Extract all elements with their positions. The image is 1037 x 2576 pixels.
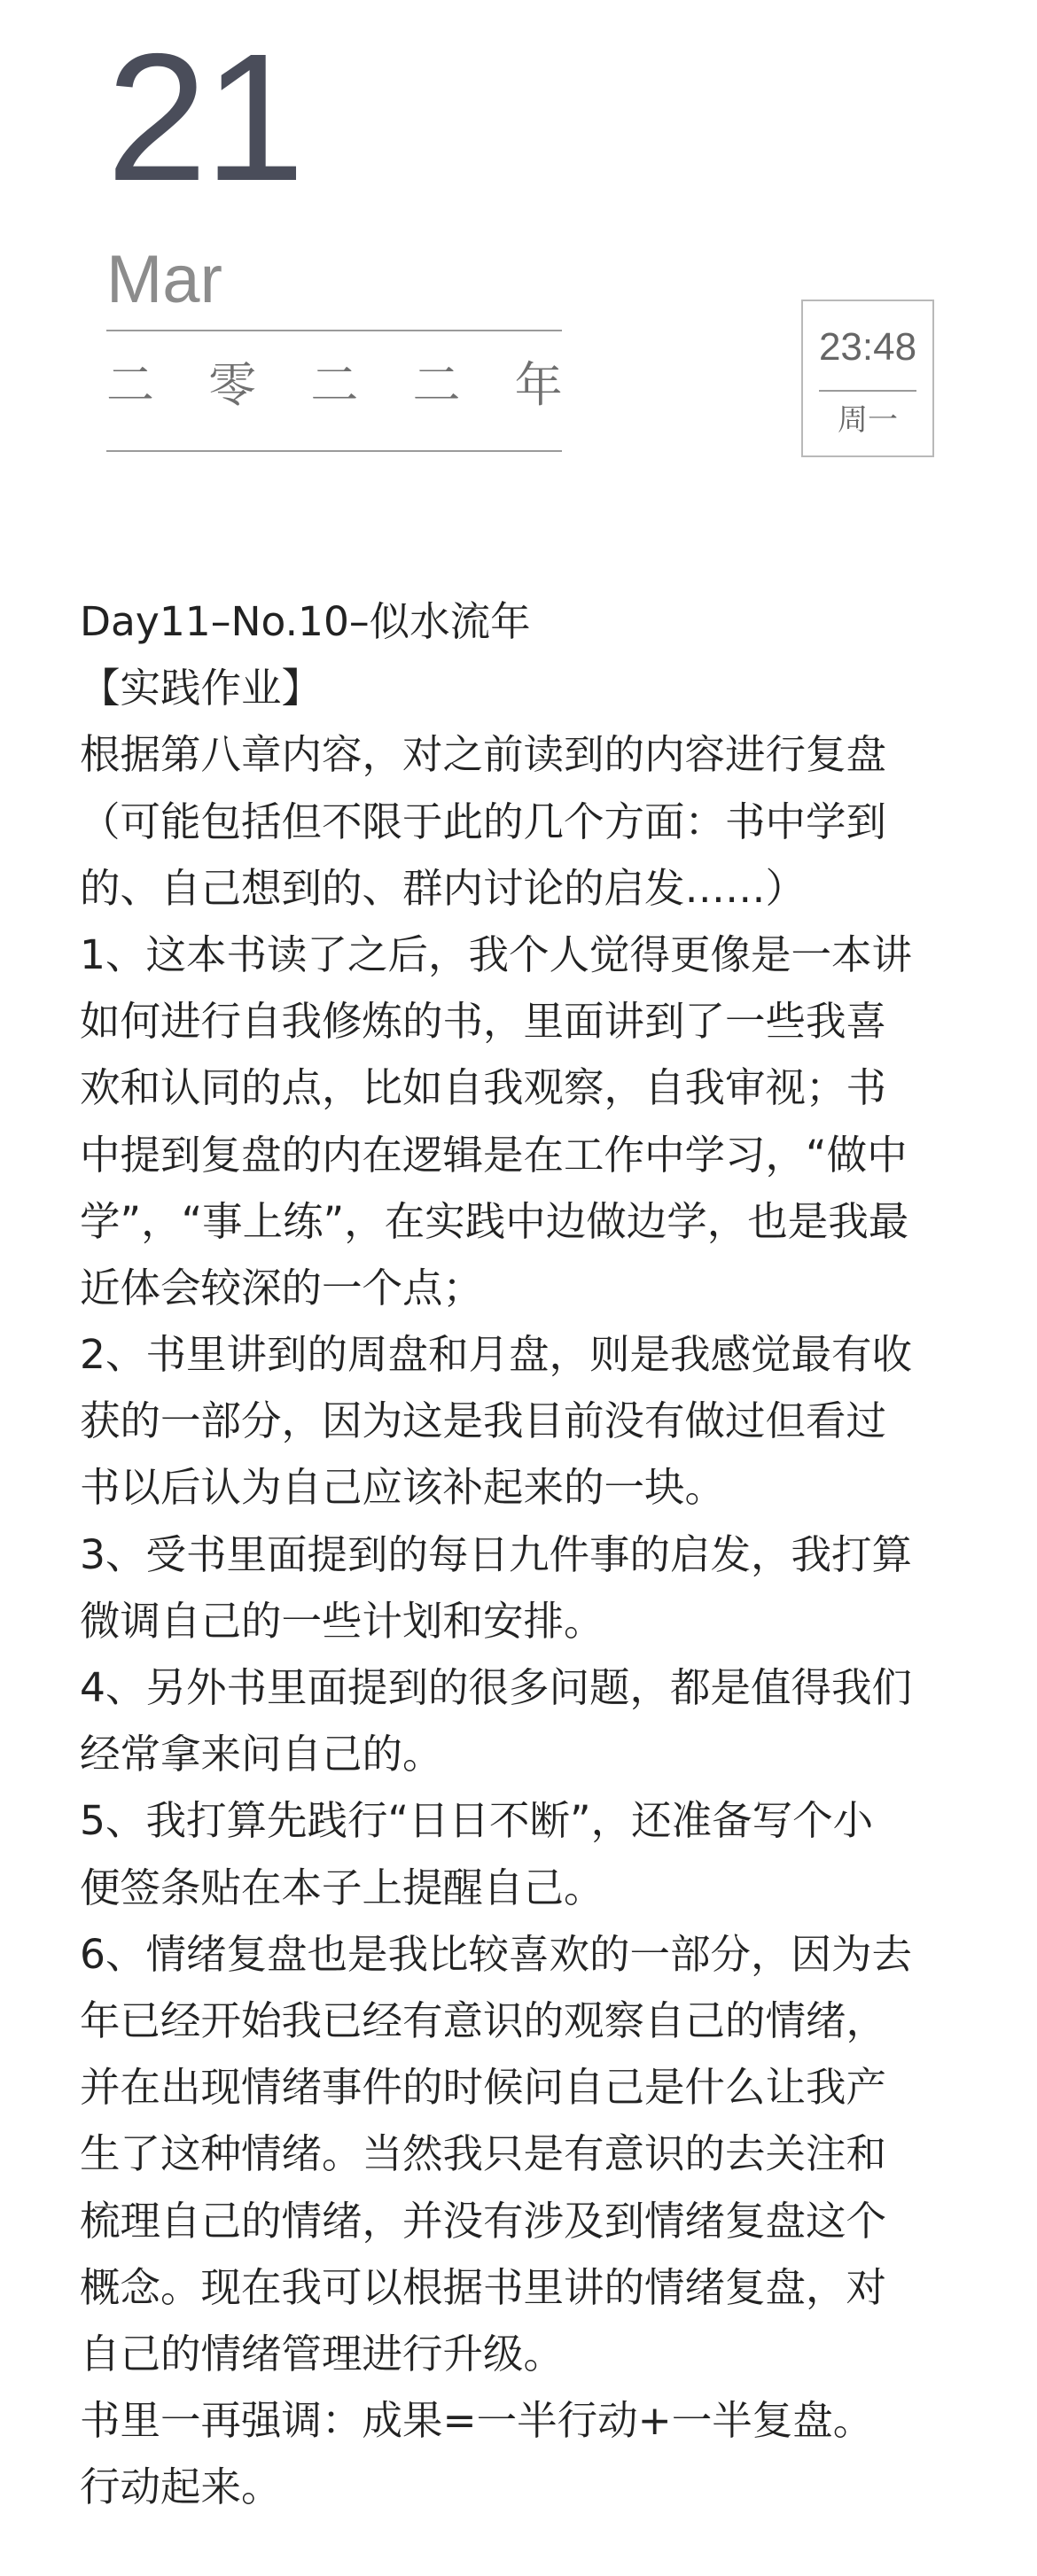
note-line: 便签条贴在本子上提醒自己。 — [80, 1864, 604, 1911]
date-year: 二 零 二 二 年 — [106, 357, 582, 413]
note-line: 的、自己想到的、群内讨论的启发……） — [80, 864, 807, 912]
note-line: 1、这本书读了之后，我个人觉得更像是一本讲 — [80, 930, 912, 978]
note-line: 3、受书里面提到的每日九件事的启发，我打算 — [80, 1530, 912, 1578]
note-line: 6、情绪复盘也是我比较喜欢的一部分，因为去 — [80, 1930, 912, 1978]
note-line: 5、我打算先践行“日日不断”，还准备写个小 — [80, 1797, 874, 1845]
note-line: 微调自己的一些计划和安排。 — [80, 1597, 604, 1645]
divider-bottom — [106, 450, 562, 452]
note-line: 生了这种情绪。当然我只是有意识的去关注和 — [80, 2130, 887, 2178]
note-line: 2、书里讲到的周盘和月盘，则是我感觉最有收 — [80, 1331, 912, 1379]
note-line: 行动起来。 — [80, 2463, 282, 2511]
note-line: 学”，“事上练”，在实践中边做边学，也是我最 — [80, 1197, 909, 1245]
note-line: 中提到复盘的内在逻辑是在工作中学习，“做中 — [80, 1131, 908, 1179]
note-line: 获的一部分，因为这是我目前没有做过但看过 — [80, 1397, 887, 1445]
weekday-text: 周一 — [838, 402, 898, 438]
note-line: 近体会较深的一个点； — [80, 1264, 484, 1311]
time-divider — [819, 390, 916, 392]
date-month: Mar — [106, 242, 222, 317]
note-line: 概念。现在我可以根据书里讲的情绪复盘，对 — [80, 2263, 887, 2311]
note-line: 书以后认为自己应该补起来的一块。 — [80, 1464, 726, 1512]
note-line: 欢和认同的点，比如自我观察，自我审视；书 — [80, 1064, 887, 1112]
note-line: 书里一再强调：成果=一半行动+一半复盘。 — [80, 2397, 874, 2445]
note-line: 自己的情绪管理进行升级。 — [80, 2330, 565, 2378]
time-text: 23:48 — [818, 325, 917, 369]
note-line: Day11–No.10–似水流年 — [80, 598, 531, 645]
note-line: 年已经开始我已经有意识的观察自己的情绪， — [80, 1996, 887, 2044]
note-line: 如何进行自我修炼的书，里面讲到了一些我喜 — [80, 998, 887, 1046]
note-line: 根据第八章内容，对之前读到的内容进行复盘 — [80, 731, 887, 779]
note-line: 4、另外书里面提到的很多问题，都是值得我们 — [80, 1664, 912, 1711]
note-line: 并在出现情绪事件的时候问自己是什么让我产 — [80, 2064, 887, 2112]
note-line: 【实践作业】 — [80, 665, 323, 712]
date-day: 21 — [106, 16, 302, 219]
note-line: 梳理自己的情绪，并没有涉及到情绪复盘这个 — [80, 2197, 887, 2245]
divider-top — [106, 330, 562, 331]
note-body — [80, 588, 975, 2520]
time-box — [801, 300, 934, 457]
note-line: 经常拿来问自己的。 — [80, 1731, 443, 1778]
note-line: （可能包括但不限于此的几个方面：书中学到 — [80, 798, 887, 845]
